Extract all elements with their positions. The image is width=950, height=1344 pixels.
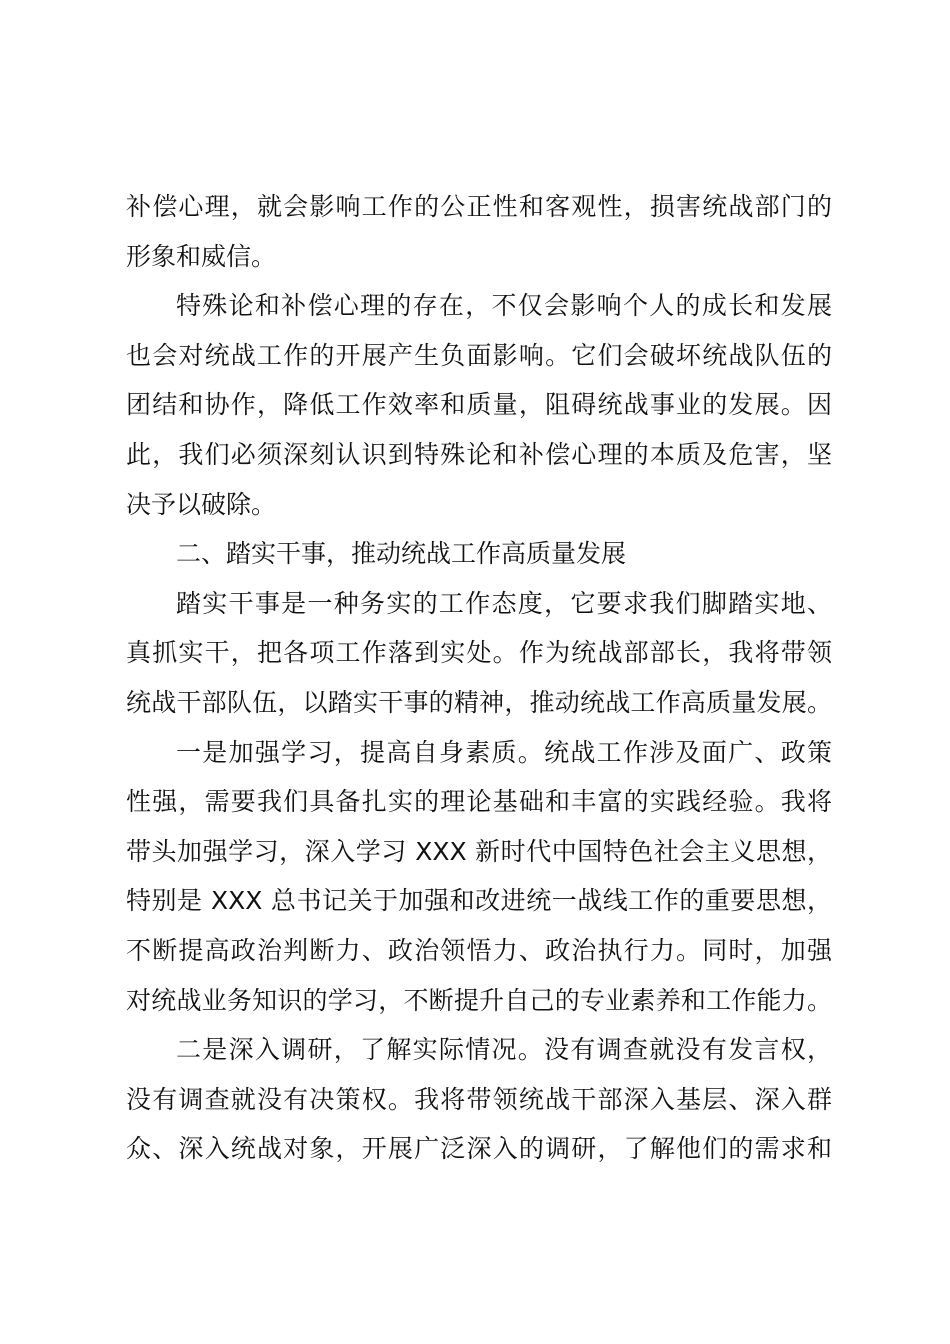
text-line: 真抓实干，把各项工作落到实处。作为统战部部长，我将带领 — [126, 638, 832, 668]
heading-line: 二、踏实干事，推动统战工作高质量发展 — [176, 539, 627, 569]
text-line: 团结和协作，降低工作效率和质量，阻碍统战事业的发展。因 — [126, 390, 832, 420]
text-line: 特殊论和补偿心理的存在，不仅会影响个人的成长和发展 — [176, 291, 832, 321]
text-line: 踏实干事是一种务实的工作态度，它要求我们脚踏实地、 — [176, 588, 832, 618]
section-heading — [126, 529, 832, 579]
text-line: 对统战业务知识的学习，不断提升自己的专业素养和工作能力。 — [126, 985, 832, 1015]
paragraph — [126, 1025, 832, 1174]
text-line: 不断提高政治判断力、政治领悟力、政治执行力。同时，加强 — [126, 935, 832, 965]
text-line: 补偿心理，就会影响工作的公正性和客观性，损害统战部门的 — [126, 192, 832, 221]
paragraph — [126, 281, 832, 529]
text-line: 特别是 XXX 总书记关于加强和改进统一战线工作的重要思想， — [126, 886, 832, 916]
text-line: 带头加强学习，深入学习 XXX 新时代中国特色社会主义思想， — [126, 836, 832, 866]
text-line: 形象和威信。 — [126, 241, 277, 271]
paragraph — [126, 579, 832, 728]
text-line: 统战干部队伍，以踏实干事的精神，推动统战工作高质量发展。 — [126, 687, 832, 717]
text-line: 此，我们必须深刻认识到特殊论和补偿心理的本质及危害，坚 — [126, 439, 832, 469]
text-line: 没有调查就没有决策权。我将带领统战干部深入基层、深入群 — [126, 1084, 832, 1114]
text-line: 一是加强学习，提高自身素质。统战工作涉及面广、政策 — [176, 737, 832, 767]
text-line: 也会对统战工作的开展产生负面影响。它们会破坏统战队伍的 — [126, 340, 832, 370]
body-text — [126, 182, 832, 1174]
text-line: 二是深入调研，了解实际情况。没有调查就没有发言权， — [176, 1035, 832, 1065]
paragraph — [126, 728, 832, 1026]
paragraph — [126, 182, 832, 281]
text-line: 性强，需要我们具备扎实的理论基础和丰富的实践经验。我将 — [126, 787, 832, 817]
text-line: 众、深入统战对象，开展广泛深入的调研，了解他们的需求和 — [126, 1134, 832, 1164]
text-line: 决予以破除。 — [126, 489, 277, 519]
